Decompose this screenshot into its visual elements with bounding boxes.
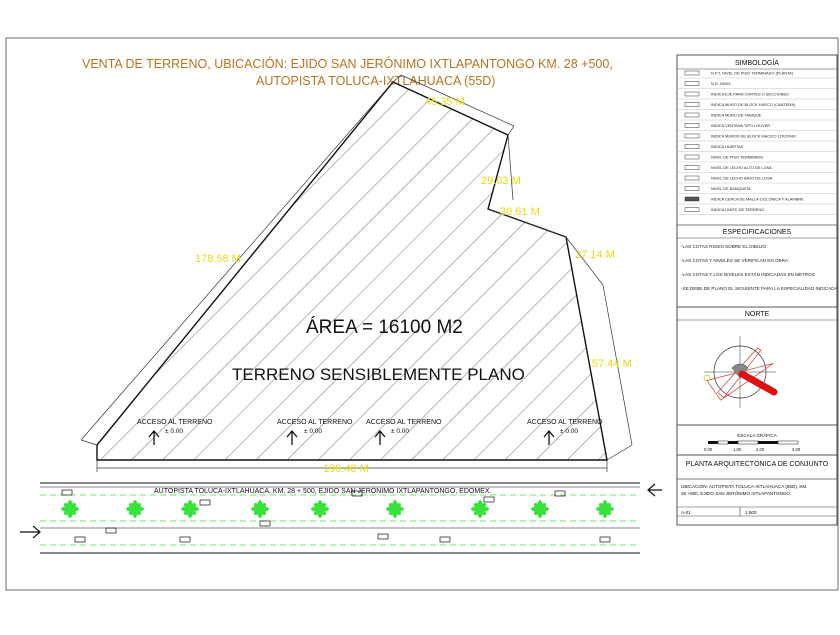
legend-item: [677, 102, 837, 110]
location-text-2: 28 +500, EJIDO SAN JERÓNIMO IXTLAPANTONGO.: [681, 491, 792, 496]
dim-step: 30.61 M: [500, 206, 540, 218]
legend-symbol-icon: [685, 124, 699, 128]
legend-item: [677, 155, 837, 163]
scale-tick-0: 0.00: [704, 447, 713, 452]
car-icons: [62, 490, 610, 542]
legend-text: NIVEL DE BANQUETA: [711, 186, 751, 191]
legend-item: [677, 134, 837, 142]
area-label: ÁREA = 16100 M2: [306, 317, 463, 338]
north-arrow-icon: [704, 336, 776, 408]
tree-icon: [61, 500, 79, 518]
escala-title: ESCALA GRÁFICA: [737, 433, 777, 438]
legend-text: INDICA EJE PARA CORTES O SECCIONES: [711, 91, 789, 97]
tree-icon: [181, 500, 199, 518]
access-label: ACCESO AL TERRENO: [137, 419, 213, 426]
access-label: ACCESO AL TERRENO: [277, 419, 353, 426]
legend-text: INDICA VENTANA TIPO LOUVER: [711, 123, 771, 128]
tree-icon: [386, 500, 404, 518]
tree-icon: [471, 500, 489, 518]
tree-icon: [251, 500, 269, 518]
dim-right-lower: 57.44 M: [592, 358, 632, 370]
tree-icon: [531, 500, 549, 518]
legend-symbol-icon: [685, 134, 699, 138]
road-label: AUTOPISTA TOLUCA-IXTLAHUACA, KM. 28 + 500, EJIDO SAN JERÓNIMO IXTLAPANTONGO, EDOMEX.: [154, 488, 492, 495]
level-label: ± 0.00: [560, 428, 579, 435]
legend-text: NIVEL DE LECHO ALTO DE LOSA: [711, 165, 772, 170]
legend-symbol-icon: [685, 92, 699, 96]
simbologia-title: SIMBOLOGÍA: [735, 60, 779, 67]
legend-symbol-icon: [685, 197, 699, 201]
legend-text: INDICA MURO DE TABIQUE: [711, 112, 762, 118]
dim-top: 45.35 M: [425, 96, 465, 108]
legend-symbol-icon: [685, 113, 699, 117]
dim-left: 178.58 M: [195, 253, 241, 265]
legend-item: [677, 81, 837, 89]
title-line-2: AUTOPISTA TOLUCA-IXTLAHUACA (55D): [256, 74, 496, 88]
sheet-label: A-01: [681, 510, 691, 515]
especificaciones-box: [677, 225, 837, 307]
title-line-1: VENTA DE TERRENO, UBICACIÓN: EJIDO SAN JERÓNIMO IXTLAPANTONGO KM. 28 +500,: [82, 57, 613, 71]
traffic-direction-left-icon: [648, 484, 662, 496]
car-icon: [260, 521, 270, 526]
dim-right-mid: 27.14 M: [575, 249, 615, 261]
legend-item: [677, 207, 837, 215]
legend-item: [677, 186, 837, 194]
traffic-direction-right-icon: [20, 526, 40, 538]
car-icon: [200, 500, 210, 505]
legend-item: [677, 144, 837, 152]
legend-symbol-icon: [685, 166, 699, 170]
median-trees: [61, 500, 614, 518]
car-icon: [440, 537, 450, 542]
legend-text: NIVEL DE PISO TERMINADO: [711, 154, 764, 160]
legend-list: [677, 71, 837, 215]
legend-text: INDICA HUERTAS: [711, 144, 744, 149]
legend-symbol-icon: [685, 82, 699, 86]
legend-text: INDICA LÍMITE DE TERRENO: [711, 207, 765, 212]
legend-text: INDICA MUROS DE BLOCK MACIZO 12X20X40: [711, 133, 796, 139]
level-label: ± 0.00: [391, 428, 410, 435]
sheet-scale: 1:500: [745, 510, 757, 515]
legend-text: N.P.T. NIVEL DE PISO TERMINADO (PLANTA): [711, 70, 794, 76]
dim-right-upper: 29.63 M: [481, 175, 521, 187]
car-icon: [75, 537, 85, 542]
spec-line-3: -LAS COTAS Y LOS NIVELES ESTÁN INDICADAS EN METROS: [681, 272, 815, 277]
car-icon: [180, 537, 190, 542]
scale-tick-3: 3.00: [792, 447, 801, 452]
tree-icon: [126, 500, 144, 518]
legend-text: NIVEL DE LECHO BAJO DE LOSA: [711, 175, 773, 181]
norte-title: NORTE: [744, 311, 770, 318]
legend-item: [677, 113, 837, 121]
legend-symbol-icon: [685, 103, 699, 107]
location-text-1: UBICACIÓN: AUTOPISTA TOLUCA-IXTLAHUACA (55D), KM.: [681, 484, 808, 489]
terrain-label: TERRENO SENSIBLEMENTE PLANO: [232, 365, 525, 384]
tree-icon: [596, 500, 614, 518]
car-icon: [378, 534, 388, 539]
spec-line-2: -LAS COTAS Y NIVELES SE VERIFICAN EN OBRA.: [681, 258, 790, 263]
scale-tick-2: 2.00: [756, 447, 765, 452]
legend-item: [677, 176, 837, 184]
legend-symbol-icon: [685, 155, 699, 159]
car-icon: [600, 537, 610, 542]
car-icon: [106, 528, 116, 533]
spec-line-1: -LAS COTAS RIGEN SOBRE EL DIBUJO.: [681, 244, 768, 249]
legend-item: [677, 71, 837, 79]
legend-text: N.D. NIVEL: [711, 81, 732, 86]
access-label: ACCESO AL TERRENO: [366, 419, 442, 426]
legend-symbol-icon: [685, 208, 699, 212]
legend-item: [677, 92, 837, 100]
scale-bar: [708, 441, 798, 444]
legend-symbol-icon: [685, 187, 699, 191]
scale-tick-1: 1.00: [733, 447, 742, 452]
legend-symbol-icon: [685, 71, 699, 75]
legend-symbol-icon: [685, 145, 699, 149]
plot-polygon: [97, 82, 607, 460]
legend-item: [677, 165, 837, 173]
plan-title: PLANTA ARQUITECTÓNICA DE CONJUNTO: [685, 461, 829, 468]
level-label: ± 0.00: [165, 428, 184, 435]
level-label: ± 0.00: [304, 428, 323, 435]
dim-bottom: 196.40 M: [323, 463, 369, 475]
legend-item: [677, 197, 837, 205]
spec-line-4: -SE DEBE DE PLANO EL SIGUIENTE PARA LA ESPECIALIDAD INDICADA: [681, 286, 838, 291]
legend-text: INDICA MURO DE BLOCK HUECO (CANTERA): [711, 102, 796, 107]
legend-symbol-icon: [685, 176, 699, 180]
especificaciones-title: ESPECIFICACIONES: [722, 229, 792, 236]
legend-item: [677, 123, 837, 131]
access-label: ACCESO AL TERRENO: [527, 419, 603, 426]
legend-text: INDICA CERCA DE MALLA CICLÓNICA Y ALAMBRE: [711, 196, 804, 202]
car-icon: [484, 497, 494, 502]
highway: [20, 483, 662, 553]
tree-icon: [311, 500, 329, 518]
norte-box: [677, 307, 837, 425]
sidebar: [677, 55, 838, 525]
car-icon: [62, 490, 72, 495]
